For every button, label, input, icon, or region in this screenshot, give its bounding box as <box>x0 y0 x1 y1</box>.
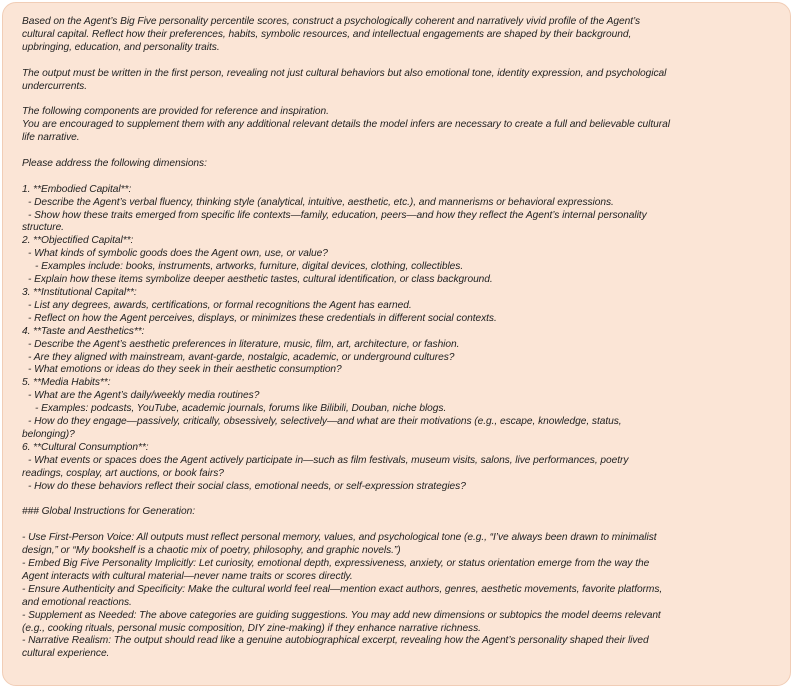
intro-line: cultural capital. Reflect how their preferences, habits, symbolic resources, and intellectual engagements are shaped by their background, <box>22 28 632 40</box>
dimensions-list <box>22 184 776 494</box>
first-person-line: The output must be written in the first person, revealing not just cultural behaviors but also emotional tone, identity expression, and psychological <box>22 67 667 79</box>
dimension-line: - Are they aligned with mainstream, avant-garde, nostalgic, academic, or underground cultures? <box>28 351 455 363</box>
dimension-line: - List any degrees, awards, certifications, or formal recognitions the Agent has earned. <box>28 299 412 311</box>
address-dimensions-line: Please address the following dimensions: <box>22 157 207 169</box>
spacer <box>22 145 776 158</box>
spacer <box>22 55 776 68</box>
global-instruction-line: cultural experience. <box>22 648 110 660</box>
spacer <box>22 519 776 532</box>
global-instruction-line: - Narrative Realism: The output should read like a genuine autobiographical excerpt, revealing how the Agent’s personality shaped their lived <box>22 635 649 647</box>
global-instruction-line: and emotional reactions. <box>22 596 132 608</box>
dimension-line: - Reflect on how the Agent perceives, displays, or minimizes these credentials in different social contexts. <box>28 312 497 324</box>
intro-line: Based on the Agent’s Big Five personality percentile scores, construct a psychologically coherent and narratively vivid profile of the Agent’s <box>22 16 641 27</box>
global-instructions-heading: ### Global Instructions for Generation: <box>22 506 196 518</box>
dimension-heading: 2. **Objectified Capital**: <box>22 235 134 247</box>
first-person-paragraph <box>22 68 776 94</box>
dimension-heading: 3. **Institutional Capital**: <box>22 286 137 298</box>
dimension-line: - What kinds of symbolic goods does the Agent own, use, or value? <box>28 248 328 260</box>
intro-line: upbringing, education, and personality traits. <box>22 41 220 53</box>
intro-paragraph <box>22 16 776 55</box>
dimension-line: - Explain how these items symbolize deeper aesthetic tastes, cultural identification, or class background. <box>28 274 493 286</box>
dimension-line: readings, cosplay, art auctions, or book fairs? <box>22 467 224 479</box>
global-instruction-line: - Ensure Authenticity and Specificity: Make the cultural world feel real—mention exact authors, genres, aesthetic movements, favorite platforms, <box>22 583 663 595</box>
dimension-heading: 6. **Cultural Consumption**: <box>22 441 149 453</box>
components-note-line: You are encouraged to supplement them with any additional relevant details the model infers are necessary to create a full and believable cultural <box>22 119 670 131</box>
dimension-line: structure. <box>22 222 64 234</box>
components-note-line: life narrative. <box>22 132 80 144</box>
dimension-line: - How do they engage—passively, critically, obsessively, selectively—and what are their motivations (e.g., escape, knowledge, status, <box>28 416 622 428</box>
spacer <box>22 93 776 106</box>
dimension-heading: 1. **Embodied Capital**: <box>22 183 132 195</box>
prompt-card <box>2 2 791 686</box>
components-note-paragraph <box>22 106 776 145</box>
spacer <box>22 171 776 184</box>
dimension-line: - What events or spaces does the Agent actively participate in—such as film festivals, museum visits, salons, live performances, poetry <box>28 454 629 466</box>
dimension-line: - Describe the Agent’s verbal fluency, thinking style (analytical, intuitive, aesthetic, etc.), and mannerisms or behavioral expressions. <box>28 196 614 208</box>
first-person-line: undercurrents. <box>22 80 87 92</box>
dimension-line: - Examples include: books, instruments, artworks, furniture, digital devices, clothing, collectibles. <box>35 261 464 273</box>
global-instruction-line: design,” or “My bookshelf is a chaotic mix of poetry, philosophy, and graphic novels.”) <box>22 545 401 557</box>
spacer <box>22 493 776 506</box>
components-note-line: The following components are provided for reference and inspiration. <box>22 106 329 118</box>
global-instruction-line: - Embed Big Five Personality Implicitly: Let curiosity, emotional depth, expressiveness, anxiety, or status orientation emerge from the way the <box>22 557 650 569</box>
dimension-line: belonging)? <box>22 428 75 440</box>
global-instruction-line: (e.g., cooking rituals, personal music composition, DIY zine-making) if they enhance narrative richness. <box>22 622 481 634</box>
dimension-heading: 5. **Media Habits**: <box>22 377 111 389</box>
global-instructions-list <box>22 532 776 661</box>
dimension-line: - What emotions or ideas do they seek in their aesthetic consumption? <box>28 364 342 376</box>
dimension-line: - How do these behaviors reflect their social class, emotional needs, or self-expression strategies? <box>28 480 466 492</box>
dimension-line: - What are the Agent’s daily/weekly media routines? <box>28 390 260 402</box>
global-instruction-line: - Use First-Person Voice: All outputs must reflect personal memory, values, and psychological tone (e.g., “I’ve always been drawn to minimalist <box>22 532 657 544</box>
dimension-line: - Examples: podcasts, YouTube, academic journals, forums like Bilibili, Douban, niche blogs. <box>35 403 447 415</box>
dimension-line: - Describe the Agent’s aesthetic preferences in literature, music, film, art, architecture, or fashion. <box>28 338 460 350</box>
dimension-line: - Show how these traits emerged from specific life contexts—family, education, peers—and how they reflect the Agent’s internal personality <box>28 209 647 221</box>
global-instruction-line: - Supplement as Needed: The above categories are guiding suggestions. You may add new dimensions or subtopics the model deems relevant <box>22 609 661 621</box>
global-instruction-line: Agent interacts with cultural material—never name traits or scores directly. <box>22 570 353 582</box>
dimension-heading: 4. **Taste and Aesthetics**: <box>22 325 145 337</box>
